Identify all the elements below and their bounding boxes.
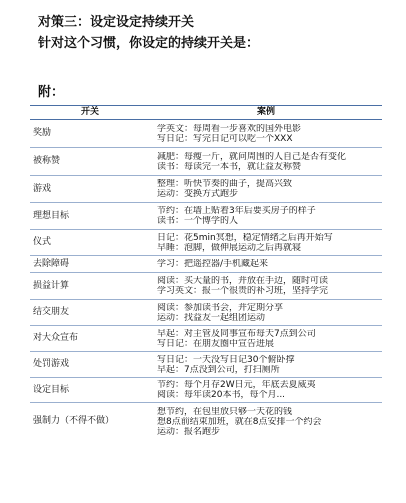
case-line: 运动：报名跑步 xyxy=(157,426,221,437)
case-line: 减肥：每瘦一斤，就问周围的人自己是否有变化 xyxy=(157,151,347,162)
case-line: 阅读：每年读20本书，每个月... xyxy=(157,390,286,400)
case-cell xyxy=(157,233,382,253)
case-cell xyxy=(157,329,382,349)
case-line: 写日记：一天没写日记30个俯卧撑 xyxy=(157,354,295,365)
case-line: 想8点前结束加班，就在8点安排一个约会 xyxy=(157,416,322,427)
case-cell xyxy=(157,380,382,400)
case-cell xyxy=(157,276,382,296)
table-row xyxy=(30,256,382,273)
case-line: 早睡：泡脚，做伸展运动之后再就寝 xyxy=(157,242,302,253)
case-line: 学英文：每周看一步喜欢的国外电影 xyxy=(157,123,302,134)
case-cell xyxy=(157,259,382,269)
case-line: 运动：找益友一起组团运动 xyxy=(157,312,266,323)
case-line: 读书：每读完一本书，就让益友称赞 xyxy=(157,161,302,172)
case-line: 运动：变换方式跑步 xyxy=(157,189,239,199)
case-line: 节约：在墙上贴着3年后要买房子的样子 xyxy=(157,206,316,216)
case-line: 阅读：参加读书会，并定期分享 xyxy=(157,302,284,313)
switch-cell: 游戏 xyxy=(33,183,52,194)
case-cell xyxy=(157,179,382,199)
table-row xyxy=(30,352,382,378)
table-row xyxy=(30,203,382,230)
switch-cell: 去除障碍 xyxy=(33,258,70,269)
case-line: 整理：听快节奏的曲子，提高兴致 xyxy=(157,179,293,189)
case-line: 节约：每个月存2W日元，年底去夏威夷 xyxy=(157,380,316,390)
heading-title: 对策三：设定设定持续开关 xyxy=(38,15,195,30)
case-line: 早起：7点没到公司，打扫厕所 xyxy=(157,364,280,375)
case-cell xyxy=(157,303,382,323)
case-cell xyxy=(157,355,382,375)
switch-cell: 对大众宣布 xyxy=(33,333,79,343)
table-row xyxy=(30,120,382,148)
table-header xyxy=(30,106,382,120)
case-line: 写日记：在朋友圈中宣告进展 xyxy=(157,338,275,349)
table-row xyxy=(30,378,382,403)
switch-cell: 损益计算 xyxy=(33,280,70,291)
case-line: 学习英文：报一个很贵的补习班，坚持学完 xyxy=(157,286,329,296)
case-line: 早起：对主管及同事宣布每天7点到公司 xyxy=(157,328,316,339)
switch-cell: 理想目标 xyxy=(33,210,70,221)
case-line: 学习：把遥控器/手机藏起来 xyxy=(157,259,269,269)
table-row xyxy=(30,326,382,352)
case-cell xyxy=(157,206,382,226)
table-row xyxy=(30,230,382,256)
case-line: 想节约，在包里放只够一天花的钱 xyxy=(157,406,293,417)
heading-question: 针对这个习惯，你设定的持续开关是： xyxy=(38,36,260,51)
switch-cell: 强制力（不得不做） xyxy=(33,416,115,426)
switch-cell: 处罚游戏 xyxy=(33,359,70,369)
table-row xyxy=(30,273,382,300)
case-line: 读书：一个博学的人 xyxy=(157,216,239,226)
column-header-case: 案例 xyxy=(256,107,275,117)
case-cell xyxy=(157,152,382,172)
switch-cell: 奖励 xyxy=(33,128,52,138)
switch-cell: 结交朋友 xyxy=(33,307,70,317)
switch-cell: 设定目标 xyxy=(33,384,70,395)
switch-case-table xyxy=(30,105,382,440)
case-cell xyxy=(157,124,382,144)
case-line: 写日记：写完日记可以吃一个XXX xyxy=(157,133,293,144)
switch-cell: 仪式 xyxy=(33,237,52,247)
case-line: 日记：花5min冥想，稳定情绪之后再开始写 xyxy=(157,232,333,243)
column-header-switch: 开关 xyxy=(80,107,99,117)
table-row xyxy=(30,300,382,326)
table-row xyxy=(30,403,382,440)
case-line: 阅读：买大量的书，并放在手边，随时可读 xyxy=(157,276,329,286)
table-row xyxy=(30,148,382,176)
table-body xyxy=(30,120,382,440)
table-row xyxy=(30,176,382,203)
switch-cell: 被称赞 xyxy=(33,156,61,166)
case-cell xyxy=(157,407,382,437)
appendix-label: 附： xyxy=(38,85,65,100)
